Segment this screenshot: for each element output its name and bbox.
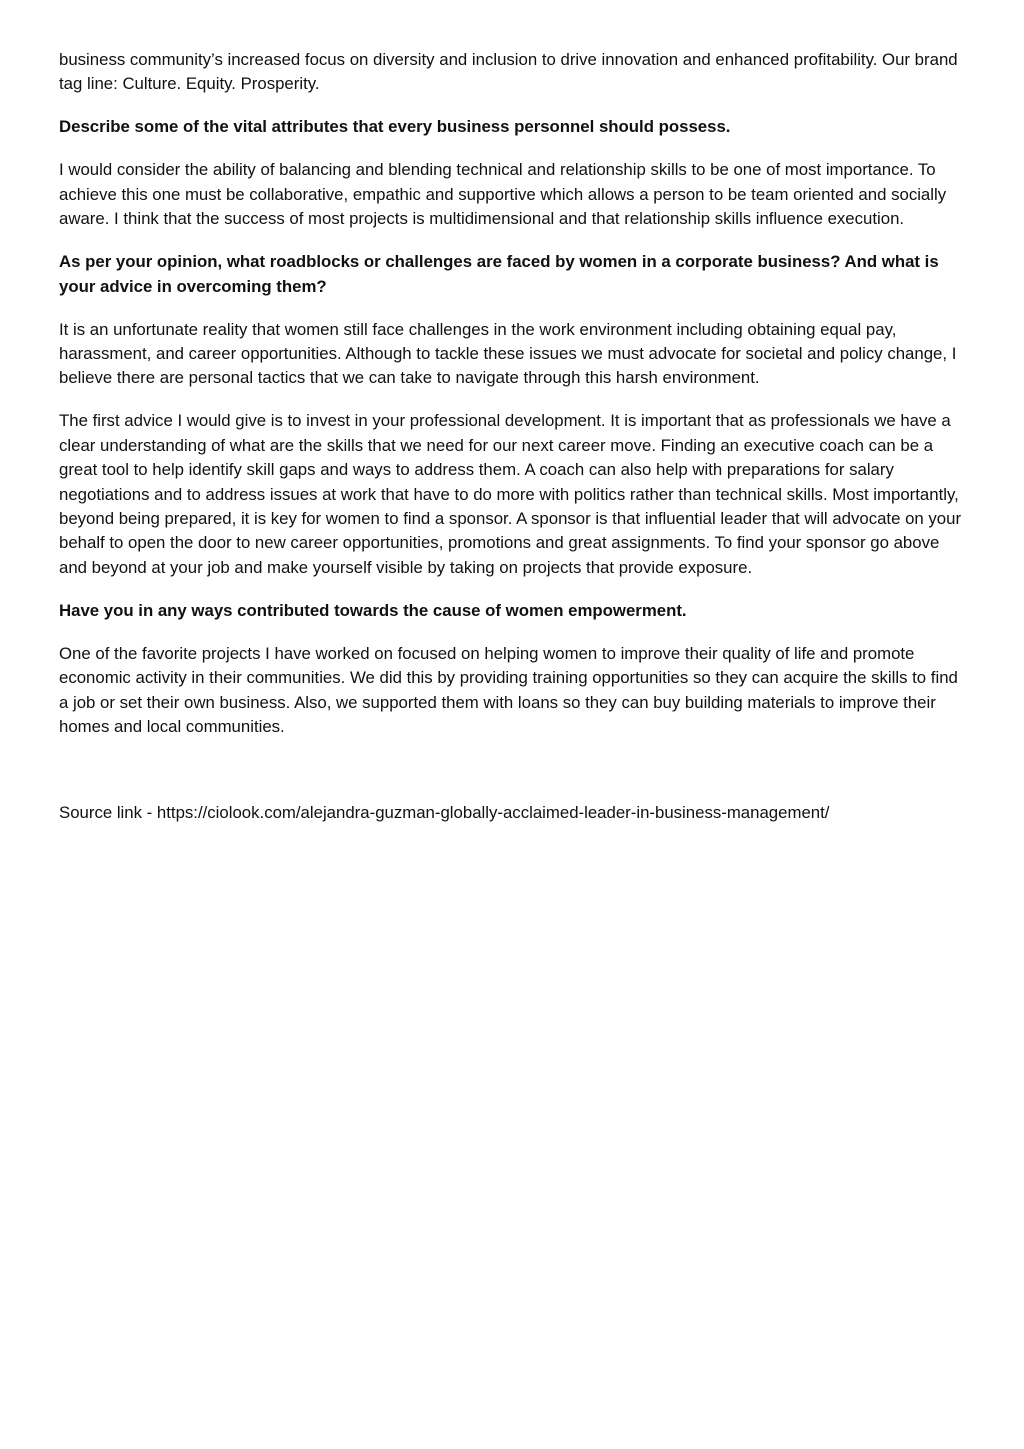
- question-1-heading: Describe some of the vital attributes that every business personnel should possess.: [59, 117, 731, 137]
- source-link[interactable]: Source link - https://ciolook.com/alejandra-guzman-globally-acclaimed-leader-in-business-management/: [59, 802, 830, 822]
- question-2-heading: As per your opinion, what roadblocks or challenges are faced by women in a corporate business? And what is your advice in overcoming them?: [59, 252, 939, 296]
- answer-2-paragraph-1: It is an unfortunate reality that women still face challenges in the work environment including obtaining equal pay, harassment, and career opportunities. Although to tackle these issues we must advocate for societal and policy change, I believe there are personal tactics that we can take to navigate through this harsh environment.: [59, 319, 957, 388]
- answer-2-paragraph-2: The first advice I would give is to invest in your professional development. It is important that as professionals we have a clear understanding of what are the skills that we need for our next career move. Finding an executive coach can be a great tool to help identify skill gaps and ways to address them. A coach can also help with preparations for salary negotiations and to address issues at work that have to do more with politics rather than technical skills. Most importantly, beyond being prepared, it is key for women to find a sponsor. A sponsor is that influential leader that will advocate on your behalf to open the door to new career opportunities, promotions and great assignments. To find your sponsor go above and beyond at your job and make yourself visible by taking on projects that provide exposure.: [59, 411, 962, 577]
- intro-paragraph: business community’s increased focus on diversity and inclusion to drive innovation and enhanced profitability. Our brand tag line: Culture. Equity. Prosperity.: [59, 50, 958, 94]
- answer-3-paragraph-1: One of the favorite projects I have worked on focused on helping women to improve their quality of life and promote economic activity in their communities. We did this by providing training opportunities so they can acquire the skills to find a job or set their own business. Also, we supported them with loans so they can buy building materials to improve their homes and local communities.: [59, 643, 958, 737]
- question-3-heading: Have you in any ways contributed towards the cause of women empowerment.: [59, 600, 687, 620]
- answer-1-paragraph-1: I would consider the ability of balancing and blending technical and relationship skills to be one of most importance. To achieve this one must be collaborative, empathic and supportive which allows a person to be team oriented and socially aware. I think that the success of most projects is multidimensional and that relationship skills influence execution.: [59, 160, 947, 229]
